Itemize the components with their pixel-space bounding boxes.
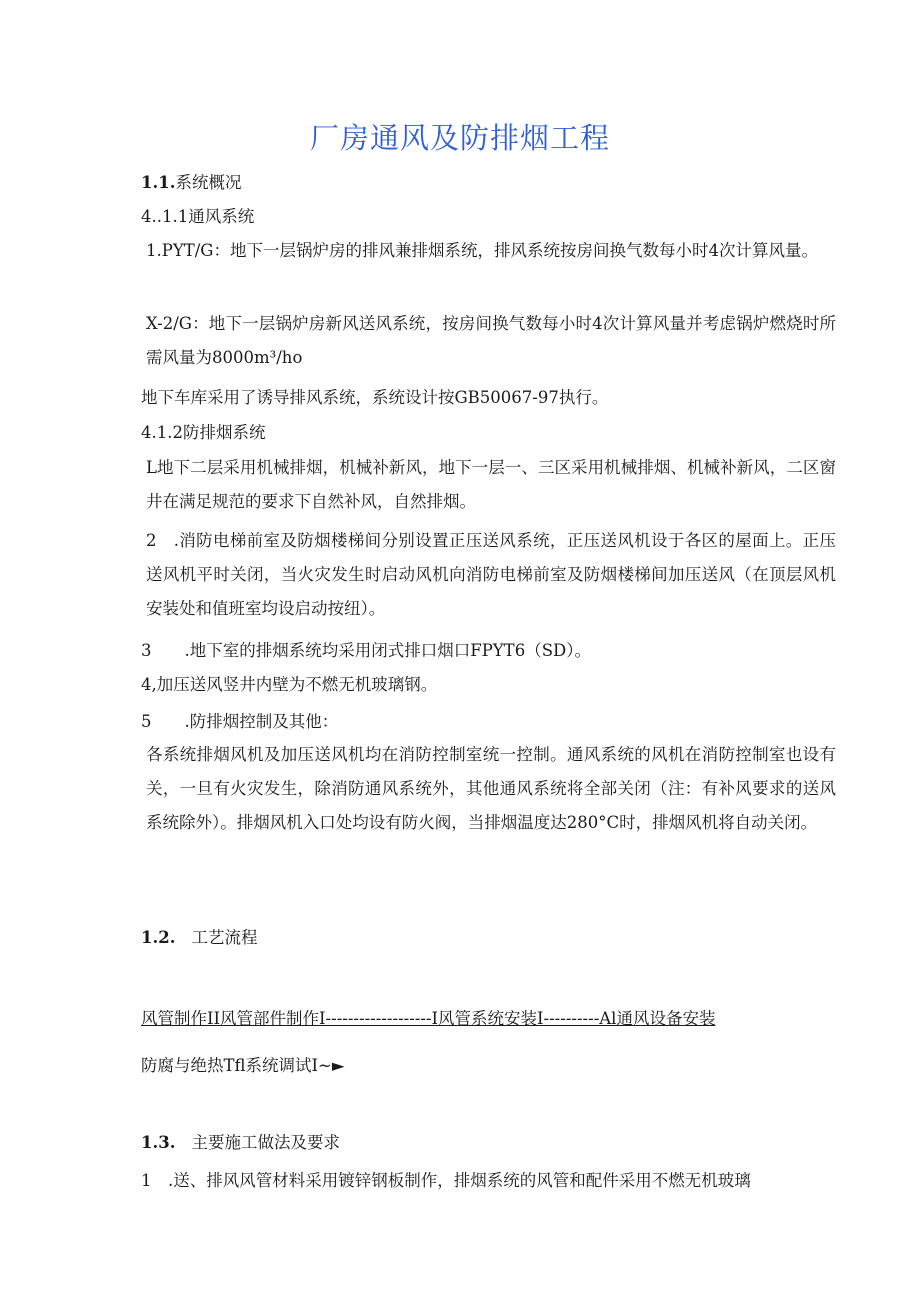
section-1-2-title: 工艺流程 xyxy=(191,928,258,947)
section-1-3-title: 主要施工做法及要求 xyxy=(191,1133,340,1152)
section-1-1-heading xyxy=(141,170,841,195)
paragraph-pressurization: 2 .消防电梯前室及防烟楼梯间分别设置正压送风系统，正压送风机设于各区的屋面上。正压送风机平时关闭，当火灾发生时启动风机向消防电梯前室及防烟楼梯间加压送风（在顶层风机安装处和值班室均设启动按纽）。 xyxy=(146,531,836,618)
section-1-1-number: 1.1. xyxy=(141,173,176,192)
paragraph-control-details: 各系统排烟风机及加压送风机均在消防控制室统一控制。通风系统的风机在消防控制室也设有关，一旦有火灾发生，除消防通风系统外，其他通风系统将全部关闭（注：有补风要求的送风系统除外）。排烟风机入口处均设有防火阀，当排烟温度达280°C时，排烟风机将自动关闭。 xyxy=(146,745,836,832)
section-1-2-heading xyxy=(141,925,841,950)
section-1-3-number: 1.3. xyxy=(141,1133,176,1152)
subsection-4-1-2-heading: 4.1.2防排烟系统 xyxy=(141,423,266,442)
section-1-2-number: 1.2. xyxy=(141,928,176,947)
paragraph-x-2-g: X-2/G：地下一层锅炉房新风送风系统，按房间换气数每小时4次计算风量并考虑锅炉燃烧时所需风量为8000m³/ho xyxy=(146,314,836,367)
paragraph-control-heading: 5 .防排烟控制及其他： xyxy=(141,712,339,731)
paragraph-duct-material: 1 .送、排风风管材料采用镀锌钢板制作，排烟系统的风管和配件采用不燃无机玻璃 xyxy=(141,1171,751,1190)
paragraph-garage: 地下车库采用了诱导排风系统，系统设计按GB50067-97执行。 xyxy=(141,388,609,407)
section-1-1-title: 系统概况 xyxy=(175,173,242,192)
process-flow-line-2: 防腐与绝热Tfl系统调试I~► xyxy=(141,1056,345,1075)
subsection-4-1-1-heading: 4..1.1通风系统 xyxy=(141,207,255,226)
process-flow-line-1: 风管制作II风管部件制作I-------------------I风管系统安装I----------Al通风设备安装 xyxy=(141,1009,716,1028)
paragraph-basement-smoke: L地下二层采用机械排烟，机械补新风，地下一层一、三区采用机械排烟、机械补新风，二区窗井在满足规范的要求下自然补风，自然排烟。 xyxy=(146,458,836,511)
paragraph-shaft-wall: 4,加压送风竖井内壁为不燃无机玻璃钢。 xyxy=(141,675,438,694)
document-title: 厂房通风及防排烟工程 xyxy=(309,121,610,155)
paragraph-pyt-g: 1.PYT/G：地下一层锅炉房的排风兼排烟系统，排风系统按房间换气数每小时4次计算风量。 xyxy=(146,241,818,260)
paragraph-smoke-outlets: 3 .地下室的排烟系统均采用闭式排口烟口FPYT6（SD）。 xyxy=(141,641,591,660)
section-1-3-heading xyxy=(141,1130,841,1155)
